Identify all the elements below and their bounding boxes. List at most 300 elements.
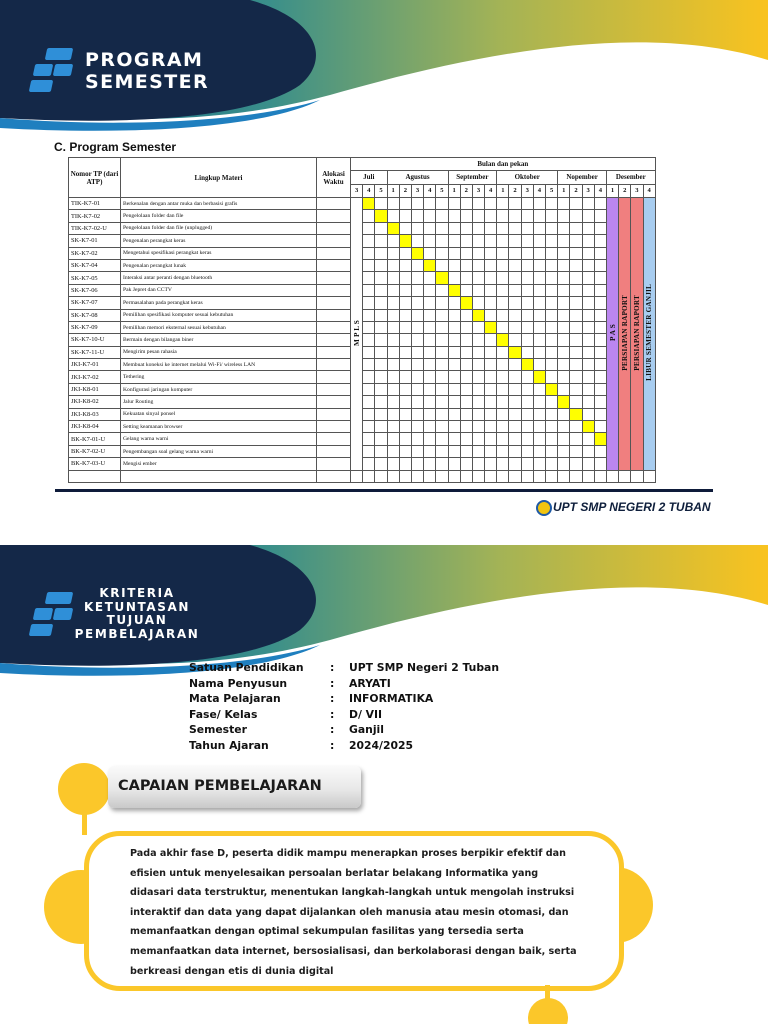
table-cell: [472, 198, 484, 210]
table-cell: [375, 272, 387, 284]
materi-label: Jalur Routing: [121, 396, 317, 408]
tp-code: SK-K7-07: [69, 297, 121, 309]
table-row: [69, 371, 656, 383]
table-cell: [375, 371, 387, 383]
alokasi-cell: [317, 222, 351, 234]
table-cell: [472, 297, 484, 309]
capaian-text: Pada akhir fase D, peserta didik mampu menerapkan proses berpikir efektif dan efisien untuk menyelesaikan persoalan berlatar belakang Informatika yang didasari data terstruktur, menentukan langkah-langkah untuk mengolah instruksi interaktif dan data yang dapat dijalankan oleh manusia atau mesin otomasi, dan memanfaatkan dengan optimal sekumpulan fasilitas yang tersedia serta memanfaatkan data internet, bersosialisasi, dan berkolaborasi dengan baik, serta berkreasi dengan etis di dunia digital: [130, 848, 577, 977]
col-header-alokasi: Alokasi Waktu: [317, 158, 351, 198]
tp-code: JKI-K8-03: [69, 408, 121, 420]
table-cell: [594, 445, 606, 457]
table-cell: [399, 297, 411, 309]
table-cell: [546, 445, 558, 457]
table-row: [69, 198, 656, 210]
table-row: [69, 383, 656, 395]
section-heading: C. Program Semester: [54, 140, 177, 154]
page-gap: [0, 528, 768, 545]
tp-code: JKI-K7-01: [69, 359, 121, 371]
table-cell: [472, 396, 484, 408]
table-cell: [436, 284, 448, 296]
week-header: 4: [533, 184, 545, 197]
schedule-mark: [594, 433, 606, 445]
table-cell: [399, 259, 411, 271]
table-cell: [497, 309, 509, 321]
alokasi-cell: [317, 433, 351, 445]
table-cell: [411, 259, 423, 271]
table-cell: [582, 383, 594, 395]
table-cell: [521, 383, 533, 395]
table-cell: [546, 210, 558, 222]
school-logo-icon: [536, 500, 552, 516]
table-cell: [375, 297, 387, 309]
table-cell: [582, 470, 594, 482]
table-cell: [521, 222, 533, 234]
table-cell: [558, 470, 570, 482]
table-cell: [448, 346, 460, 358]
table-cell: [472, 247, 484, 259]
table-cell: [411, 334, 423, 346]
table-cell: [436, 321, 448, 333]
table-cell: [546, 346, 558, 358]
tp-code: TIK-K7-02-U: [69, 222, 121, 234]
alokasi-cell: [317, 371, 351, 383]
table-cell: [582, 371, 594, 383]
table-cell: [460, 371, 472, 383]
week-header: 3: [411, 184, 423, 197]
table-cell: [411, 284, 423, 296]
kktp-page: [0, 545, 768, 1024]
table-cell: [472, 259, 484, 271]
table-cell: [411, 346, 423, 358]
table-cell: [436, 247, 448, 259]
table-cell: [460, 359, 472, 371]
table-cell: [558, 284, 570, 296]
table-cell: [399, 210, 411, 222]
table-cell: [546, 334, 558, 346]
table-cell: [582, 235, 594, 247]
table-cell: [558, 321, 570, 333]
table-cell: [375, 222, 387, 234]
table-cell: [387, 297, 399, 309]
table-cell: [460, 408, 472, 420]
table-cell: [594, 297, 606, 309]
table-cell: [460, 222, 472, 234]
table-cell: [363, 371, 375, 383]
capaian-title-bar: [108, 766, 361, 808]
table-cell: [570, 297, 582, 309]
table-cell: [582, 198, 594, 210]
table-cell: [424, 247, 436, 259]
table-cell: [472, 210, 484, 222]
info-row-mapel: Mata Pelajaran : INFORMATIKA: [189, 692, 434, 705]
table-cell: [472, 284, 484, 296]
table-cell: [375, 235, 387, 247]
table-cell: [375, 309, 387, 321]
table-cell: [521, 396, 533, 408]
table-cell: [582, 359, 594, 371]
materi-label: Mengisi ember: [121, 458, 317, 470]
week-header: 3: [472, 184, 484, 197]
table-cell: [485, 433, 497, 445]
table-cell: [363, 433, 375, 445]
table-cell: [448, 222, 460, 234]
table-cell: [399, 284, 411, 296]
table-cell: [485, 259, 497, 271]
tp-code: SK-K7-09: [69, 321, 121, 333]
table-cell: [363, 284, 375, 296]
table-cell: [594, 334, 606, 346]
table-cell: [594, 272, 606, 284]
table-cell: [509, 371, 521, 383]
table-cell: [375, 247, 387, 259]
table-cell: [387, 383, 399, 395]
table-cell: [424, 408, 436, 420]
table-cell: [375, 198, 387, 210]
table-cell: [436, 210, 448, 222]
table-row: [69, 297, 656, 309]
table-cell: [363, 445, 375, 457]
table-cell: [411, 235, 423, 247]
table-cell: [582, 309, 594, 321]
tp-code: [69, 470, 121, 482]
table-cell: [497, 359, 509, 371]
table-cell: [509, 334, 521, 346]
table-cell: [497, 284, 509, 296]
materi-label: Tethering: [121, 371, 317, 383]
table-cell: [375, 383, 387, 395]
table-cell: [533, 297, 545, 309]
table-cell: [594, 396, 606, 408]
table-cell: [460, 470, 472, 482]
table-cell: [570, 210, 582, 222]
table-cell: [570, 371, 582, 383]
table-cell: [460, 309, 472, 321]
table-cell: [546, 297, 558, 309]
table-cell: [411, 309, 423, 321]
week-header: 4: [424, 184, 436, 197]
alokasi-cell: [317, 346, 351, 358]
table-cell: [436, 383, 448, 395]
table-cell: [472, 445, 484, 457]
table-cell: [363, 210, 375, 222]
table-cell: [472, 371, 484, 383]
table-cell: [521, 297, 533, 309]
table-cell: [387, 321, 399, 333]
table-row: [69, 346, 656, 358]
tp-code: TIK-K7-02: [69, 210, 121, 222]
table-row: [69, 433, 656, 445]
table-cell: [363, 359, 375, 371]
table-cell: [558, 346, 570, 358]
alokasi-cell: [317, 334, 351, 346]
table-cell: [387, 334, 399, 346]
table-cell: [436, 421, 448, 433]
table-cell: [582, 321, 594, 333]
table-cell: [436, 297, 448, 309]
table-cell: [363, 458, 375, 470]
program-logo-icon: [28, 46, 78, 96]
libur-cell: [643, 198, 655, 471]
table-cell: [594, 247, 606, 259]
table-cell: [485, 445, 497, 457]
table-cell: [411, 408, 423, 420]
table-cell: [521, 458, 533, 470]
table-cell: [509, 309, 521, 321]
table-cell: [375, 284, 387, 296]
table-cell: [363, 222, 375, 234]
table-cell: [460, 235, 472, 247]
week-header: 1: [448, 184, 460, 197]
table-cell: [460, 247, 472, 259]
table-cell: [424, 210, 436, 222]
table-cell: [387, 309, 399, 321]
table-cell: [497, 421, 509, 433]
table-header-row: [69, 158, 656, 171]
table-cell: [594, 371, 606, 383]
table-cell: [594, 359, 606, 371]
table-cell: [460, 383, 472, 395]
materi-label: Interaksi antar peranti dengan bluetooth: [121, 272, 317, 284]
week-header: 2: [619, 184, 631, 197]
mpls-label: M P L S: [352, 319, 361, 346]
table-cell: [436, 371, 448, 383]
table-cell: [582, 222, 594, 234]
table-cell: [448, 421, 460, 433]
table-cell: [424, 309, 436, 321]
table-cell: [497, 235, 509, 247]
table-cell: [558, 297, 570, 309]
schedule-mark: [558, 396, 570, 408]
table-cell: [558, 433, 570, 445]
materi-label: [121, 470, 317, 482]
table-cell: [436, 334, 448, 346]
table-cell: [509, 321, 521, 333]
schedule-mark: [399, 235, 411, 247]
table-cell: [546, 235, 558, 247]
table-cell: [509, 359, 521, 371]
alokasi-cell: [317, 297, 351, 309]
table-cell: [411, 371, 423, 383]
table-cell: [533, 272, 545, 284]
week-header: 4: [643, 184, 655, 197]
materi-label: Bermain dengan bilangan biner: [121, 334, 317, 346]
table-cell: [570, 396, 582, 408]
table-cell: [387, 272, 399, 284]
table-cell: [521, 445, 533, 457]
alokasi-cell: [317, 210, 351, 222]
materi-label: Pengembangan soal gelang warna warni: [121, 445, 317, 457]
table-cell: [582, 445, 594, 457]
table-cell: [558, 259, 570, 271]
table-cell: [375, 421, 387, 433]
table-cell: [570, 458, 582, 470]
table-cell: [448, 259, 460, 271]
table-cell: [399, 334, 411, 346]
table-cell: [485, 284, 497, 296]
table-cell: [533, 445, 545, 457]
table-cell: [521, 259, 533, 271]
week-header: 3: [351, 184, 363, 197]
table-cell: [436, 235, 448, 247]
table-cell: [533, 321, 545, 333]
table-cell: [375, 458, 387, 470]
table-cell: [521, 334, 533, 346]
table-cell: [485, 235, 497, 247]
schedule-mark: [497, 334, 509, 346]
materi-label: Permasalahan pada perangkat keras: [121, 297, 317, 309]
week-header: 1: [387, 184, 399, 197]
table-cell: [546, 421, 558, 433]
table-cell: [570, 247, 582, 259]
table-cell: [485, 272, 497, 284]
table-cell: [497, 470, 509, 482]
alokasi-cell: [317, 458, 351, 470]
alokasi-cell: [317, 247, 351, 259]
table-cell: [497, 247, 509, 259]
table-cell: [594, 210, 606, 222]
table-cell: [570, 309, 582, 321]
table-cell: [533, 346, 545, 358]
table-cell: [570, 235, 582, 247]
table-cell: [399, 470, 411, 482]
alokasi-cell: [317, 198, 351, 210]
table-row: [69, 470, 656, 482]
table-cell: [570, 272, 582, 284]
schedule-mark: [460, 297, 472, 309]
table-cell: [533, 259, 545, 271]
table-cell: [399, 359, 411, 371]
table-cell: [411, 458, 423, 470]
table-cell: [448, 309, 460, 321]
table-cell: [436, 259, 448, 271]
table-cell: [472, 235, 484, 247]
table-cell: [570, 445, 582, 457]
table-cell: [424, 334, 436, 346]
table-cell: [424, 433, 436, 445]
table-cell: [485, 346, 497, 358]
table-cell: [619, 470, 631, 482]
table-cell: [570, 346, 582, 358]
table-cell: [375, 259, 387, 271]
table-cell: [594, 222, 606, 234]
table-cell: [533, 198, 545, 210]
table-cell: [375, 396, 387, 408]
table-cell: [472, 321, 484, 333]
table-cell: [509, 222, 521, 234]
table-cell: [509, 458, 521, 470]
week-header: 1: [606, 184, 618, 197]
week-header: 5: [546, 184, 558, 197]
table-cell: [436, 470, 448, 482]
table-cell: [375, 346, 387, 358]
table-cell: [582, 259, 594, 271]
table-cell: [460, 346, 472, 358]
tp-code: SK-K7-06: [69, 284, 121, 296]
table-cell: [558, 235, 570, 247]
table-cell: [521, 433, 533, 445]
table-row: [69, 359, 656, 371]
table-cell: [546, 433, 558, 445]
table-cell: [582, 297, 594, 309]
table-cell: [375, 445, 387, 457]
table-cell: [546, 371, 558, 383]
table-cell: [387, 198, 399, 210]
week-header: 3: [582, 184, 594, 197]
capaian-title: CAPAIAN PEMBELAJARAN: [118, 778, 322, 794]
table-cell: [472, 433, 484, 445]
table-cell: [533, 309, 545, 321]
table-cell: [363, 421, 375, 433]
table-cell: [436, 396, 448, 408]
week-header: 1: [497, 184, 509, 197]
schedule-mark: [436, 272, 448, 284]
table-cell: [485, 297, 497, 309]
table-cell: [448, 321, 460, 333]
table-cell: [521, 198, 533, 210]
table-cell: [497, 433, 509, 445]
table-cell: [448, 272, 460, 284]
table-cell: [497, 396, 509, 408]
table-cell: [521, 346, 533, 358]
table-cell: [533, 433, 545, 445]
pas-cell: [606, 198, 618, 471]
identity-info: [189, 661, 589, 754]
table-cell: [448, 371, 460, 383]
info-row-fase: Fase/ Kelas : D/ VII: [189, 707, 383, 721]
table-cell: [460, 272, 472, 284]
table-cell: [411, 297, 423, 309]
table-cell: [509, 408, 521, 420]
table-cell: [582, 408, 594, 420]
table-cell: [509, 247, 521, 259]
schedule-mark: [570, 408, 582, 420]
schedule-mark: [448, 284, 460, 296]
table-cell: [509, 396, 521, 408]
table-cell: [509, 210, 521, 222]
table-cell: [485, 396, 497, 408]
table-cell: [436, 309, 448, 321]
table-cell: [375, 408, 387, 420]
week-header: 2: [399, 184, 411, 197]
table-cell: [570, 470, 582, 482]
alokasi-cell: [317, 272, 351, 284]
table-cell: [533, 247, 545, 259]
month-header: September: [448, 171, 497, 184]
table-cell: [399, 445, 411, 457]
table-cell: [387, 458, 399, 470]
table-cell: [533, 408, 545, 420]
table-cell: [424, 321, 436, 333]
schedule-mark: [387, 222, 399, 234]
month-header: Juli: [351, 171, 388, 184]
table-cell: [485, 371, 497, 383]
table-cell: [460, 284, 472, 296]
table-cell: [387, 259, 399, 271]
alokasi-cell: [317, 383, 351, 395]
table-cell: [399, 433, 411, 445]
table-cell: [448, 445, 460, 457]
table-cell: [497, 272, 509, 284]
table-cell: [533, 396, 545, 408]
table-cell: [558, 198, 570, 210]
table-cell: [411, 272, 423, 284]
table-cell: [399, 371, 411, 383]
table-cell: [546, 259, 558, 271]
week-header: 3: [631, 184, 643, 197]
materi-label: Mengetahui spesifikasi perangkat keras: [121, 247, 317, 259]
table-cell: [363, 235, 375, 247]
alokasi-cell: [317, 284, 351, 296]
